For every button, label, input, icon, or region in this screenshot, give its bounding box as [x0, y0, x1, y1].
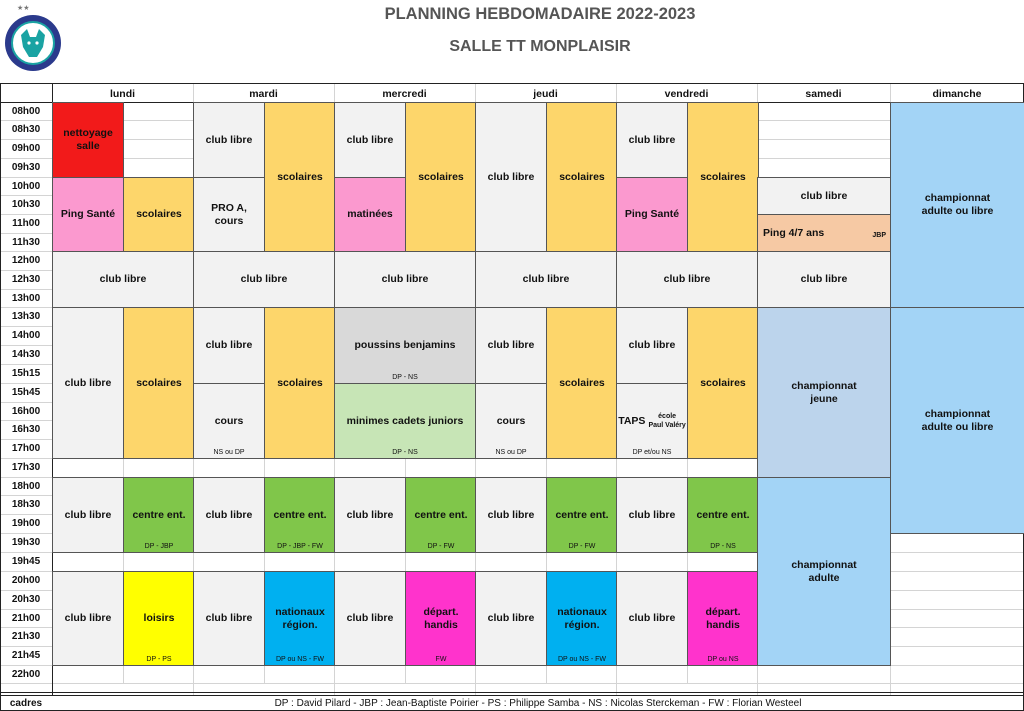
block-label: club libre [800, 189, 848, 202]
day-header-lundi: lundi [109, 88, 136, 100]
block-label: départ. handis [423, 605, 459, 631]
block-label: scolaires [418, 170, 464, 183]
schedule-block [193, 102, 265, 178]
block-staff: DP - PS [146, 656, 172, 663]
schedule-block [193, 477, 265, 553]
block-label: centre ent. [555, 508, 609, 521]
block-label: championnat adulte [791, 558, 857, 584]
schedule-block [757, 214, 891, 252]
block-staff: DP ou NS [707, 656, 739, 663]
time-label: 20h00 [11, 575, 41, 586]
block-label: championnat adulte ou libre [921, 407, 994, 433]
block-label: club libre [663, 273, 711, 285]
schedule-block [123, 571, 195, 666]
schedule-block [193, 571, 265, 666]
schedule-block [405, 102, 477, 252]
block-label: club libre [240, 273, 288, 285]
block-staff: NS ou DP [495, 449, 527, 456]
schedule-block [334, 177, 406, 252]
schedule-block [546, 307, 618, 459]
block-staff: DP - JBP [144, 543, 174, 550]
block-label: nationaux région. [275, 605, 325, 631]
block-label: club libre [800, 273, 848, 285]
schedule-block [405, 571, 477, 666]
block-label: Ping Santé [624, 208, 680, 220]
time-label: 10h30 [11, 199, 41, 210]
time-label: 11h30 [12, 236, 40, 248]
schedule-block [123, 177, 195, 252]
schedule-block [193, 251, 335, 308]
time-label: 19h30 [11, 537, 41, 548]
schedule-block [475, 477, 547, 553]
schedule-block [193, 177, 265, 252]
block-label: nationaux région. [557, 605, 607, 631]
block-label: club libre [487, 612, 535, 624]
block-label: club libre [64, 612, 112, 624]
block-label: club libre [628, 508, 676, 521]
schedule-block [193, 383, 265, 459]
schedule-block [757, 177, 891, 215]
schedule-block [123, 307, 195, 459]
time-label: 18h30 [11, 499, 41, 510]
time-label: 21h30 [11, 631, 41, 642]
time-label: 22h00 [11, 668, 41, 680]
block-label: matinées [347, 208, 393, 220]
time-label: 14h30 [11, 349, 41, 360]
schedule-block [123, 477, 195, 553]
block-staff: FW [435, 656, 447, 663]
schedule-block [890, 102, 1024, 308]
time-label: 16h00 [11, 405, 41, 417]
schedule-block [616, 307, 688, 384]
day-header-dimanche: dimanche [932, 88, 982, 100]
time-label: 17h00 [11, 443, 41, 454]
time-label: 08h30 [11, 124, 41, 135]
block-staff: JBP [872, 232, 886, 239]
schedule-block [757, 251, 891, 308]
time-label: 19h45 [11, 556, 41, 567]
schedule-block [52, 571, 124, 666]
block-label: scolaires [559, 376, 605, 389]
block-note: école Paul Valéry [648, 413, 686, 429]
schedule-block [687, 307, 759, 459]
time-label: 12h30 [11, 274, 41, 285]
schedule-block [264, 102, 336, 252]
block-label: scolaires [136, 208, 182, 220]
page-title: PLANNING HEBDOMADAIRE 2022-2023 [384, 5, 696, 23]
block-label: club libre [628, 612, 676, 624]
schedule-block [334, 251, 476, 308]
day-header-samedi: samedi [805, 88, 842, 100]
block-label: TAPS [618, 414, 646, 427]
schedule-block [264, 307, 336, 459]
block-label: scolaires [559, 170, 605, 183]
schedule-block [616, 102, 688, 178]
block-label: club libre [628, 339, 676, 351]
block-staff: DP - NS [392, 374, 418, 381]
block-label: départ. handis [705, 605, 741, 631]
schedule-block [264, 571, 336, 666]
svg-text:★★: ★★ [17, 4, 30, 12]
block-label: cours [214, 414, 244, 427]
block-staff: DP - FW [427, 543, 455, 550]
schedule-block [616, 571, 688, 666]
block-label: club libre [346, 133, 394, 146]
block-label: Ping Santé [60, 208, 116, 220]
block-label: club libre [487, 170, 535, 183]
club-logo [3, 3, 63, 77]
cadres-label: cadres [9, 698, 43, 709]
schedule-block [475, 307, 547, 384]
schedule-block [687, 477, 759, 553]
block-label: cours [496, 414, 526, 427]
time-label: 18h00 [11, 480, 41, 492]
schedule-block [616, 251, 758, 308]
schedule-block [616, 177, 688, 252]
block-label: club libre [522, 273, 570, 285]
schedule-block [475, 571, 547, 666]
time-label: 19h00 [11, 518, 41, 529]
schedule-block [52, 102, 124, 178]
block-label: club libre [487, 508, 535, 521]
time-label: 13h30 [11, 311, 41, 322]
block-label: club libre [628, 133, 676, 146]
block-label: loisirs [143, 612, 175, 624]
schedule-block [757, 307, 891, 478]
staff-legend: DP : David Pilard - JBP : Jean-Baptiste Poirier - PS : Philippe Samba - NS : Nicolas Sterckeman - FW : Florian Westeel [274, 698, 802, 709]
schedule-block [546, 102, 618, 252]
block-label: scolaires [700, 170, 746, 183]
day-header-mardi: mardi [249, 88, 278, 100]
schedule-block [757, 477, 891, 666]
schedule-block [687, 102, 759, 252]
schedule-block [616, 477, 688, 553]
block-label: club libre [487, 339, 535, 351]
schedule-block [193, 307, 265, 384]
schedule-block [546, 477, 618, 553]
block-label: club libre [381, 273, 429, 285]
time-label: 12h00 [11, 255, 41, 266]
time-label: 16h30 [11, 424, 41, 435]
day-header-vendredi: vendredi [664, 88, 709, 100]
block-staff: NS ou DP [213, 449, 245, 456]
block-label: scolaires [277, 376, 323, 389]
block-label: club libre [99, 273, 147, 285]
block-label: championnat jeune [791, 379, 857, 405]
block-staff: DP - NS [392, 449, 418, 456]
block-label: centre ent. [132, 508, 186, 521]
schedule-block [475, 102, 547, 252]
time-label: 09h30 [11, 162, 41, 173]
block-label: Ping 4/7 ans [763, 226, 825, 239]
block-label: club libre [64, 508, 112, 521]
block-staff: DP - JBP - FW [277, 543, 323, 550]
block-label: centre ent. [414, 508, 468, 521]
schedule-block [52, 477, 124, 553]
schedule-block [405, 477, 477, 553]
block-label: club libre [346, 508, 394, 521]
schedule-block [264, 477, 336, 553]
block-label: club libre [205, 339, 253, 351]
block-label: club libre [346, 612, 394, 624]
schedule-block [334, 477, 406, 553]
schedule-block [334, 102, 406, 178]
time-label: 11h00 [12, 218, 40, 229]
schedule-block [52, 307, 124, 459]
schedule-block [52, 177, 124, 252]
block-label: centre ent. [696, 508, 750, 521]
time-label: 15h15 [11, 368, 41, 379]
time-label: 21h00 [11, 612, 41, 624]
block-label: PRO A, cours [211, 201, 247, 227]
block-staff: DP ou NS - FW [275, 656, 325, 663]
schedule-block [334, 307, 476, 384]
day-header-mercredi: mercredi [382, 88, 427, 100]
schedule-block [475, 251, 617, 308]
block-label: poussins benjamins [354, 339, 456, 351]
schedule-block [475, 383, 547, 459]
schedule-block [890, 307, 1024, 534]
schedule-block [687, 571, 759, 666]
schedule-block [52, 251, 194, 308]
block-label: minimes cadets juniors [346, 414, 464, 427]
block-staff: DP ou NS - FW [557, 656, 607, 663]
time-label: 14h00 [11, 330, 41, 341]
block-label: centre ent. [273, 508, 327, 521]
page-subtitle: SALLE TT MONPLAISIR [449, 38, 631, 55]
time-label: 09h00 [11, 143, 41, 154]
block-label: scolaires [136, 376, 182, 389]
time-label: 21h45 [11, 650, 41, 661]
block-staff: DP - FW [568, 543, 596, 550]
time-label: 15h45 [11, 387, 41, 398]
time-label: 08h00 [11, 105, 41, 117]
block-label: club libre [205, 508, 253, 521]
block-label: club libre [205, 133, 253, 146]
time-label: 17h30 [11, 462, 41, 473]
schedule-block [616, 383, 688, 459]
time-label: 13h00 [11, 292, 41, 304]
block-label: scolaires [700, 376, 746, 389]
block-staff: DP - NS [710, 543, 736, 550]
schedule-block [334, 571, 406, 666]
day-header-jeudi: jeudi [533, 88, 558, 100]
block-label: club libre [64, 376, 112, 389]
block-label: club libre [205, 612, 253, 624]
block-staff: DP et/ou NS [632, 449, 672, 456]
time-label: 20h30 [11, 594, 41, 605]
block-label: nettoyage salle [63, 127, 113, 152]
schedule-block [334, 383, 476, 459]
block-label: championnat adulte ou libre [921, 192, 994, 217]
schedule-block [546, 571, 618, 666]
time-label: 10h00 [11, 180, 41, 192]
block-label: scolaires [277, 170, 323, 183]
